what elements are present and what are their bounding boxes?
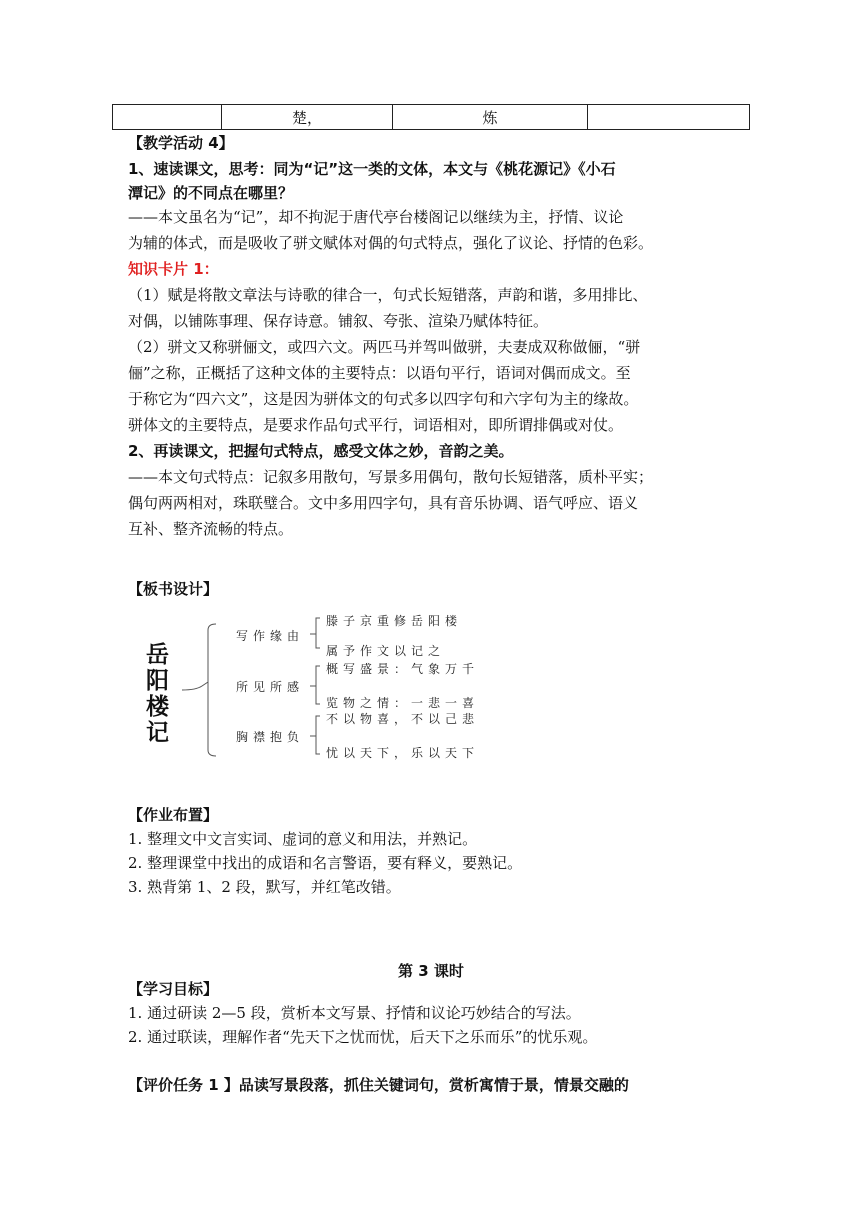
answer-2-line1: ——本文句式特点：记叙多用散句，写景多用偶句，散句长短错落，质朴平实； bbox=[128, 468, 654, 486]
card-item-2-line1: （2）骈文又称骈俪文，或四六文。两匹马并驾叫做骈，夫妻成双称做俪，“骈 bbox=[128, 338, 641, 356]
board-leaf-2b: 览物之情：一悲一喜 bbox=[326, 696, 480, 710]
board-heading: 【板书设计】 bbox=[128, 580, 219, 598]
board-leaf-1b: 属予作文以记之 bbox=[326, 644, 446, 658]
activity-heading: 【教学活动 4】 bbox=[128, 134, 234, 152]
card-item-1-line2: 对偶，以铺陈事理、保存诗意。铺叙、夸张、渲染乃赋体特征。 bbox=[128, 312, 549, 330]
card-item-1-line1: （1）赋是将散文章法与诗歌的律合一，句式长短错落，声韵和谐，多用排比、 bbox=[128, 286, 648, 304]
board-title bbox=[146, 642, 172, 746]
vocab-table bbox=[112, 104, 750, 130]
table-cell: 炼 bbox=[393, 105, 588, 130]
answer-2-line3: 互补、整齐流畅的特点。 bbox=[128, 520, 294, 538]
board-title-char: 阳 bbox=[146, 668, 169, 694]
assessment-task-1: 【评价任务 1 】品读写景段落，抓住关键词句，赏析寓情于景，情景交融的 bbox=[128, 1076, 629, 1094]
table-cell: 楚， bbox=[222, 105, 393, 130]
lesson-title: 第 3 课时 bbox=[398, 962, 464, 980]
question-1-line2: 潭记》的不同点在哪里？ bbox=[128, 184, 294, 202]
goal-1: 1. 通过研读 2—5 段，赏析本文写景、抒情和议论巧妙结合的写法。 bbox=[128, 1004, 581, 1022]
homework-item-1: 1. 整理文中文言实词、虚词的意义和用法，并熟记。 bbox=[128, 830, 478, 848]
goals-heading: 【学习目标】 bbox=[128, 980, 219, 998]
knowledge-card-title: 知识卡片 1： bbox=[128, 260, 219, 278]
homework-heading: 【作业布置】 bbox=[128, 806, 219, 824]
homework-item-2: 2. 整理课堂中找出的成语和名言警语，要有释义，要熟记。 bbox=[128, 854, 523, 872]
question-2: 2、再读课文，把握句式特点，感受文体之妙，音韵之美。 bbox=[128, 442, 514, 460]
board-title-char: 楼 bbox=[146, 694, 169, 720]
goal-2: 2. 通过联读，理解作者“先天下之忧而忧，后天下之乐而乐”的忧乐观。 bbox=[128, 1028, 598, 1046]
answer-1-line1: ——本文虽名为“记”，却不拘泥于唐代亭台楼阁记以继续为主，抒情、议论 bbox=[128, 208, 624, 226]
board-brackets bbox=[170, 612, 510, 762]
board-leaf-3b: 忧以天下，乐以天下 bbox=[326, 746, 480, 760]
card-item-2-line3: 于称它为“四六文”，这是因为骈体文的句式多以四字句和六字句为主的缘故。 bbox=[128, 390, 639, 408]
board-branch-2: 所见所感 bbox=[236, 680, 305, 694]
board-branch-1: 写作缘由 bbox=[236, 629, 305, 643]
board-leaf-2a: 概写盛景：气象万千 bbox=[326, 662, 480, 676]
homework-item-3: 3. 熟背第 1、2 段，默写，并红笔改错。 bbox=[128, 878, 401, 896]
board-title-char: 记 bbox=[146, 720, 169, 746]
card-item-2-line2: 俪”之称，正概括了这种文体的主要特点：以语句平行，语词对偶而成文。至 bbox=[128, 364, 631, 382]
board-leaf-3a: 不以物喜，不以己悲 bbox=[326, 712, 480, 726]
table-cell bbox=[588, 105, 750, 130]
table-row bbox=[113, 105, 750, 130]
table-cell bbox=[113, 105, 222, 130]
board-branch-3: 胸襟抱负 bbox=[236, 730, 305, 744]
card-item-2-line4: 骈体文的主要特点，是要求作品句式平行，词语相对，即所谓排偶或对仗。 bbox=[128, 416, 624, 434]
answer-2-line2: 偶句两两相对，珠联璧合。文中多用四字句，具有音乐协调、语气呼应、语义 bbox=[128, 494, 639, 512]
question-1-line1: 1、速读课文，思考：同为“记”这一类的文体，本文与《桃花源记》《小石 bbox=[128, 160, 616, 178]
answer-1-line2: 为辅的体式，而是吸收了骈文赋体对偶的句式特点，强化了议论、抒情的色彩。 bbox=[128, 234, 654, 252]
board-leaf-1a: 滕子京重修岳阳楼 bbox=[326, 614, 463, 628]
board-title-char: 岳 bbox=[146, 642, 169, 668]
